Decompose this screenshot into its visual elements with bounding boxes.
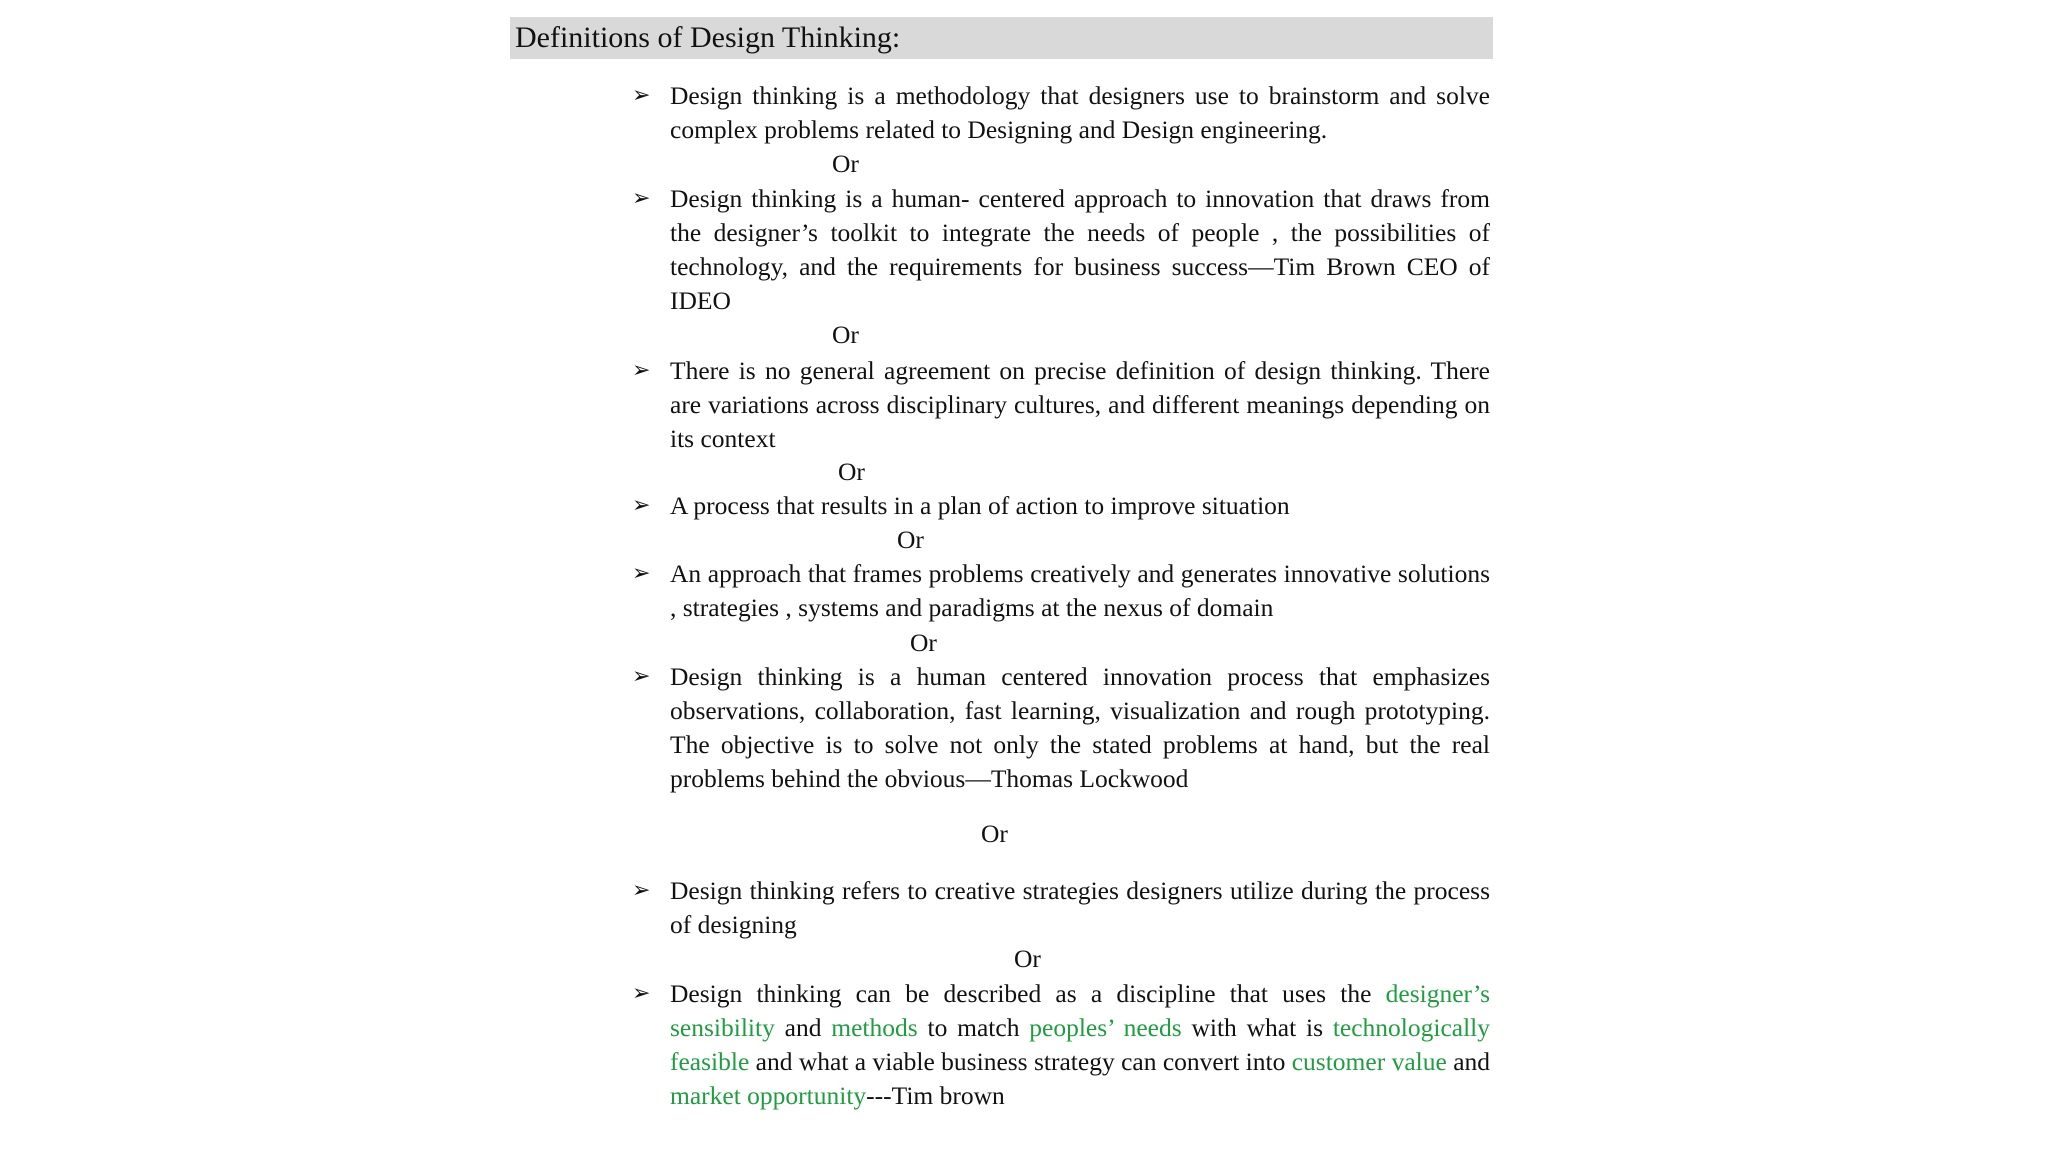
definition-4: A process that results in a plan of action to improve situation bbox=[670, 491, 1290, 520]
definition-8: Design thinking can be described as a discipline that uses the designer’s sensibility and methods to match peoples’ needs with what is technologically feasible and what a viable business strategy can convert into customer value and market opportunity---Tim brown bbox=[670, 979, 1491, 1110]
bullet-arrow-icon: ➢ bbox=[632, 83, 651, 108]
or-separator: Or bbox=[981, 819, 1008, 848]
bullet-arrow-icon: ➢ bbox=[632, 358, 651, 383]
highlight-technologically-feasible: technologically feasible bbox=[670, 1013, 1491, 1076]
definition-1: Design thinking is a methodology that designers use to brainstorm and solve complex problems related to Designing and Design engineering. bbox=[670, 81, 1490, 144]
highlight-methods: methods bbox=[831, 1013, 918, 1042]
highlight-market-opportunity: market opportunity bbox=[670, 1081, 867, 1110]
definition-5: An approach that frames problems creatively and generates innovative solutions , strategies , systems and paradigms at the nexus of domain bbox=[670, 559, 1490, 622]
highlight-designers-sensibility: designer’s sensibility bbox=[670, 979, 1490, 1042]
definition-6: Design thinking is a human centered innovation process that emphasizes observations, collaboration, fast learning, visualization and rough prototyping. The objective is to solve not only the stated problems at hand, but the real problems behind the obvious—Thomas Lockwood bbox=[670, 662, 1490, 793]
bullet-arrow-icon: ➢ bbox=[632, 981, 651, 1006]
or-separator: Or bbox=[832, 149, 859, 178]
or-separator: Or bbox=[1014, 944, 1041, 973]
or-separator: Or bbox=[832, 320, 859, 349]
bullet-arrow-icon: ➢ bbox=[632, 561, 651, 586]
or-separator: Or bbox=[910, 628, 937, 657]
highlight-customer-value: customer value bbox=[1291, 1047, 1447, 1076]
highlight-peoples-needs: peoples’ needs bbox=[1029, 1013, 1182, 1042]
page-title: Definitions of Design Thinking: bbox=[515, 21, 901, 54]
definition-7: Design thinking refers to creative strategies designers utilize during the process of designing bbox=[670, 876, 1490, 939]
bullet-arrow-icon: ➢ bbox=[632, 493, 651, 518]
definition-3: There is no general agreement on precise definition of design thinking. There are variations across disciplinary cultures, and different meanings depending on its context bbox=[670, 356, 1490, 453]
bullet-arrow-icon: ➢ bbox=[632, 186, 651, 211]
or-separator: Or bbox=[838, 457, 865, 486]
bullet-arrow-icon: ➢ bbox=[632, 878, 651, 903]
definition-2: Design thinking is a human- centered approach to innovation that draws from the designer’s toolkit to integrate the needs of people , the possibilities of technology, and the requirements for business success—Tim Brown CEO of IDEO bbox=[670, 184, 1490, 315]
or-separator: Or bbox=[897, 525, 924, 554]
bullet-arrow-icon: ➢ bbox=[632, 664, 651, 689]
